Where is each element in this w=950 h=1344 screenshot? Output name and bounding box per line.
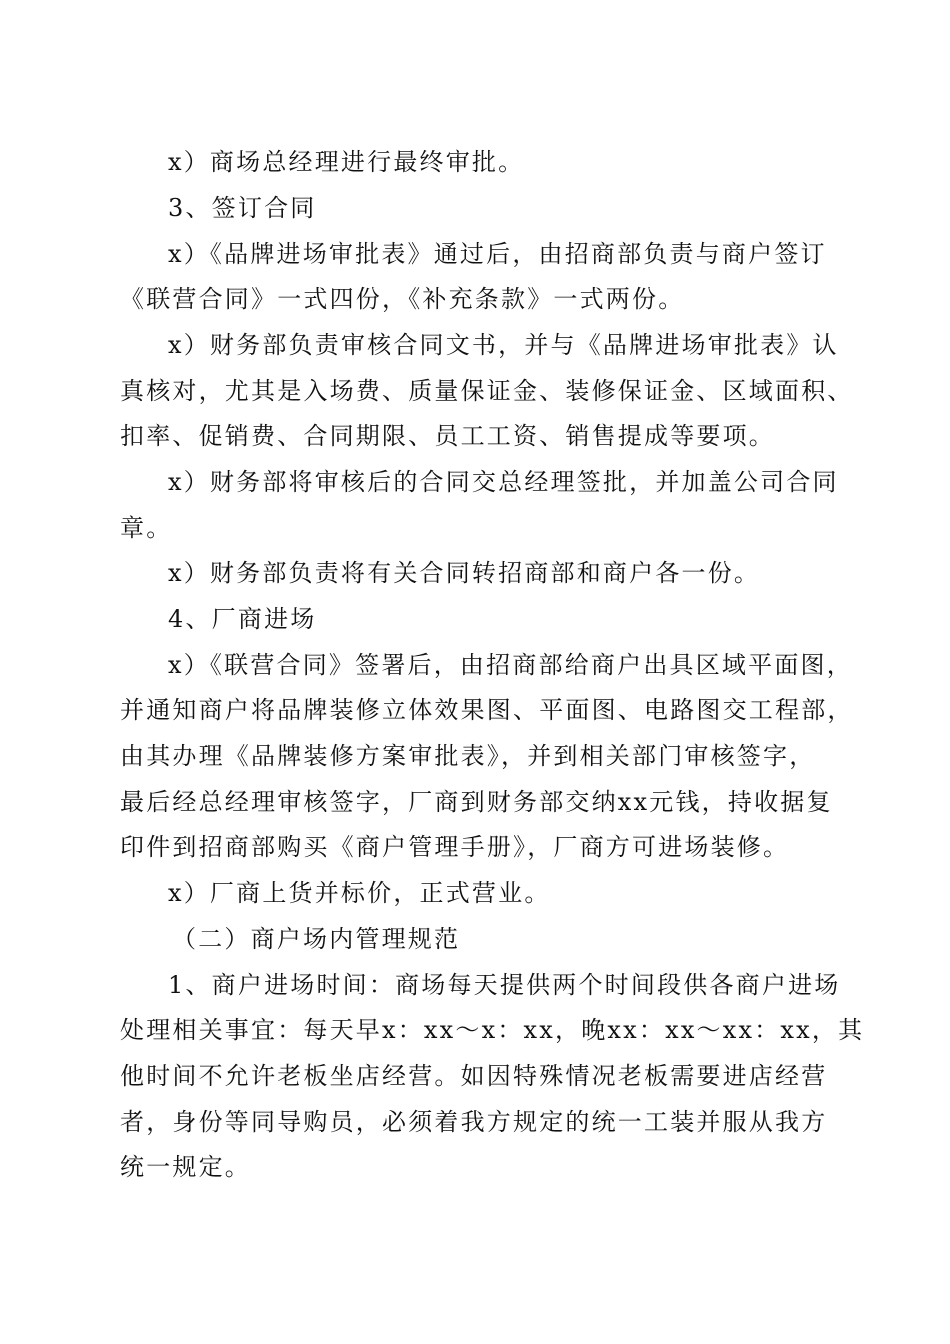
section-sign-contract-heading: 3、签订合同 <box>168 194 317 222</box>
contract-paragraph-1-line-2: 《联营合同》一式四份，《补充条款》一式两份。 <box>120 285 685 313</box>
merchant-hours-line-2: 处理相关事宜：每天早x：xx～x：xx，晚xx：xx～xx：xx，其 <box>120 1016 865 1044</box>
merchant-hours-line-3: 他时间不允许老板坐店经营。如因特殊情况老板需要进店经营 <box>120 1062 828 1090</box>
approval-final-line: x）商场总经理进行最终审批。 <box>168 148 525 176</box>
vendor-entry-line-4: 最后经总经理审核签字，厂商到财务部交纳xx元钱，持收据复 <box>120 788 833 816</box>
section-vendor-entry-heading: 4、厂商进场 <box>168 605 317 633</box>
vendor-entry-line-3: 由其办理《品牌装修方案审批表》，并到相关部门审核签字， <box>120 742 816 770</box>
vendor-entry-line-1: x）《联营合同》签署后，由招商部给商户出具区域平面图， <box>168 651 853 679</box>
finance-transfer-line: x）财务部负责将有关合同转招商部和商户各一份。 <box>168 559 761 587</box>
finance-sign-line-2: 章。 <box>120 514 173 542</box>
section-merchant-rules-heading: （二）商户场内管理规范 <box>172 925 461 953</box>
finance-review-line-2: 真核对，尤其是入场费、质量保证金、装修保证金、区域面积、 <box>120 377 854 405</box>
vendor-entry-line-5: 印件到招商部购买《商户管理手册》，厂商方可进场装修。 <box>120 833 790 861</box>
merchant-hours-line-1: 1、商户进场时间：商场每天提供两个时间段供各商户进场 <box>168 971 841 999</box>
vendor-entry-line-2: 并通知商户将品牌装修立体效果图、平面图、电路图交工程部， <box>120 696 854 724</box>
finance-sign-line-1: x）财务部将审核后的合同交总经理签批，并加盖公司合同 <box>168 468 839 496</box>
contract-paragraph-1-line-1: x）《品牌进场审批表》通过后，由招商部负责与商户签订 <box>168 240 827 268</box>
finance-review-line-3: 扣率、促销费、合同期限、员工工资、销售提成等要项。 <box>120 422 775 450</box>
finance-review-line-1: x）财务部负责审核合同文书，并与《品牌进场审批表》认 <box>168 331 839 359</box>
merchant-hours-line-4: 者，身份等同导购员，必须着我方规定的统一工装并服从我方 <box>120 1108 828 1136</box>
vendor-open-line: x）厂商上货并标价，正式营业。 <box>168 879 551 907</box>
merchant-hours-line-5: 统一规定。 <box>120 1153 251 1181</box>
